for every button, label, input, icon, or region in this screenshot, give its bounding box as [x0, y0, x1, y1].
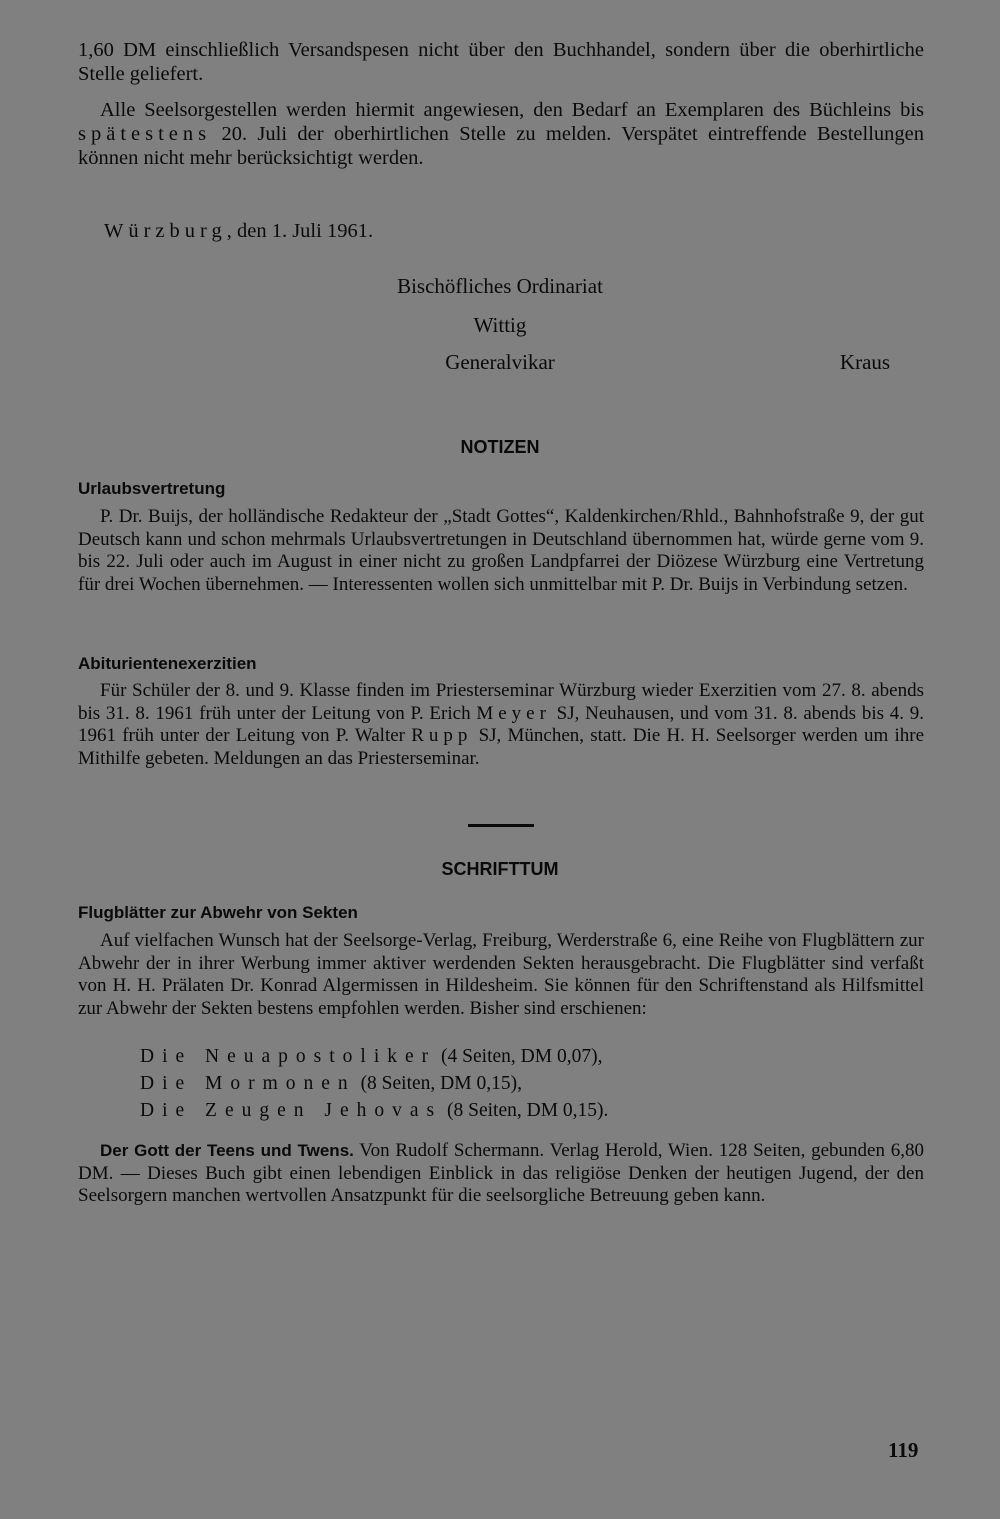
book-review-text: Von Rudolf Schermann. Verlag Herold, Wien. 128 Seiten, gebunden 6,80 DM. — Dieses Buch gibt einen lebendigen Einblick in das religiöse Denken der heutigen Jugend, der den Seelsorgern manchen wertvollen Ansatzpunkt für die seelsorgliche Betreuung geben kann. [78, 1140, 924, 1206]
signature-office: Bischöfliches Ordinariat [397, 274, 603, 298]
exerzitien-name-1: Meyer [476, 702, 551, 724]
instructions-text-c: 20. Juli der oberhirtlichen Stelle zu melden. Verspätet eintreffende Bestellungen können nicht mehr berücksichtigt werden. [78, 123, 924, 169]
section-divider [468, 824, 534, 827]
section-title-abiturientenexerzitien: Abiturientenexerzitien [78, 654, 257, 673]
list-item [140, 1043, 608, 1070]
flugblaetter-text: Auf vielfachen Wunsch hat der Seelsorge-Verlag, Freiburg, Werderstraße 6, eine Reihe von Flugblättern zur Abwehr der in ihrer Werbung immer aktiver werdenden Sekten herausgebracht. Die Flugblätter sind verfaßt von H. H. Prälaten Dr. Konrad Algermissen in Hildesheim. Sie können für den Schriftenstand als Hilfsmittel zur Abwehr der Sekten bestens empfohlen werden. Bisher sind erschienen: [78, 930, 924, 1019]
list-item [140, 1070, 608, 1097]
paragraph-flugblaetter [78, 930, 924, 1020]
exerzitien-text-b: SJ, Neuhausen, und vom 31. 8. abends bis 4. 9. 1961 früh unter der Leitung von P. Walter [78, 702, 924, 746]
book-title: Der Gott der Teens und Twens. [100, 1141, 354, 1160]
exerzitien-text-c: SJ, München, statt. Die H. H. Seelsorger werden um ihre Mithilfe gebeten. Meldungen an das Priesterseminar. [78, 725, 924, 769]
schrifttum-heading: SCHRIFTTUM [441, 859, 559, 879]
signature-name-2: Kraus [839, 350, 891, 374]
paragraph-abiturientenexerzitien [78, 680, 924, 770]
exerzitien-name-2: Rupp [411, 725, 473, 746]
instructions-text-a: Alle Seelsorgestellen werden hiermit angewiesen, den Bedarf an Exemplaren des Büchleins bis [100, 99, 924, 121]
date-place: Würzburg [104, 220, 227, 242]
list-item-info: (4 Seiten, DM 0,07), [436, 1046, 603, 1067]
list-item-title: Die Zeugen Jehovas [140, 1100, 443, 1121]
urlaubsvertretung-text: P. Dr. Buijs, der holländische Redakteur der „Stadt Gottes“, Kaldenkirchen/Rhld., Bahnhofstraße 9, der gut Deutsch kann und schon mehrmals Urlaubsvertretungen in Deutschland übernommen hat, würde gerne vom 9. bis 22. Juli oder auch im August in einer nicht zu großen Landpfarrei der Diözese Würzburg eine Vertretung für drei Wochen übernehmen. — Interessenten wollen sich unmittelbar mit P. Dr. Buijs in Verbindung setzen. [78, 506, 924, 595]
list-item [140, 1097, 608, 1124]
paragraph-intro [78, 38, 924, 86]
instructions-emphasis: spätestens [78, 123, 212, 145]
paragraph-instructions [78, 98, 924, 170]
signature-title-1: Generalvikar [445, 350, 555, 374]
list-item-info: (8 Seiten, DM 0,15), [355, 1073, 522, 1094]
intro-text: 1,60 DM einschließlich Versandspesen nicht über den Buchhandel, sondern über die oberhirtliche Stelle geliefert. [78, 39, 924, 85]
section-title-urlaubsvertretung: Urlaubsvertretung [78, 479, 226, 498]
section-title-flugblaetter: Flugblätter zur Abwehr von Sekten [78, 903, 358, 922]
date-line [104, 219, 804, 243]
list-item-title: Die Mormonen [140, 1073, 356, 1094]
notizen-heading: NOTIZEN [460, 437, 540, 457]
signature-name-1: Wittig [473, 313, 527, 337]
list-item-title: Die Neuapostoliker [140, 1046, 437, 1067]
date-rest: , den 1. Juli 1961. [226, 220, 374, 242]
paragraph-urlaubsvertretung [78, 506, 924, 596]
paragraph-teens-twens [78, 1140, 924, 1208]
page-number: 119 [888, 1438, 919, 1462]
list-item-info: (8 Seiten, DM 0,15). [442, 1100, 609, 1121]
flugblaetter-list [140, 1043, 608, 1124]
exerzitien-text-a: Für Schüler der 8. und 9. Klasse finden im Priesterseminar Würzburg wieder Exerzitien vom 27. 8. abends bis 31. 8. 1961 früh unter der Leitung von P. Erich [78, 680, 924, 724]
